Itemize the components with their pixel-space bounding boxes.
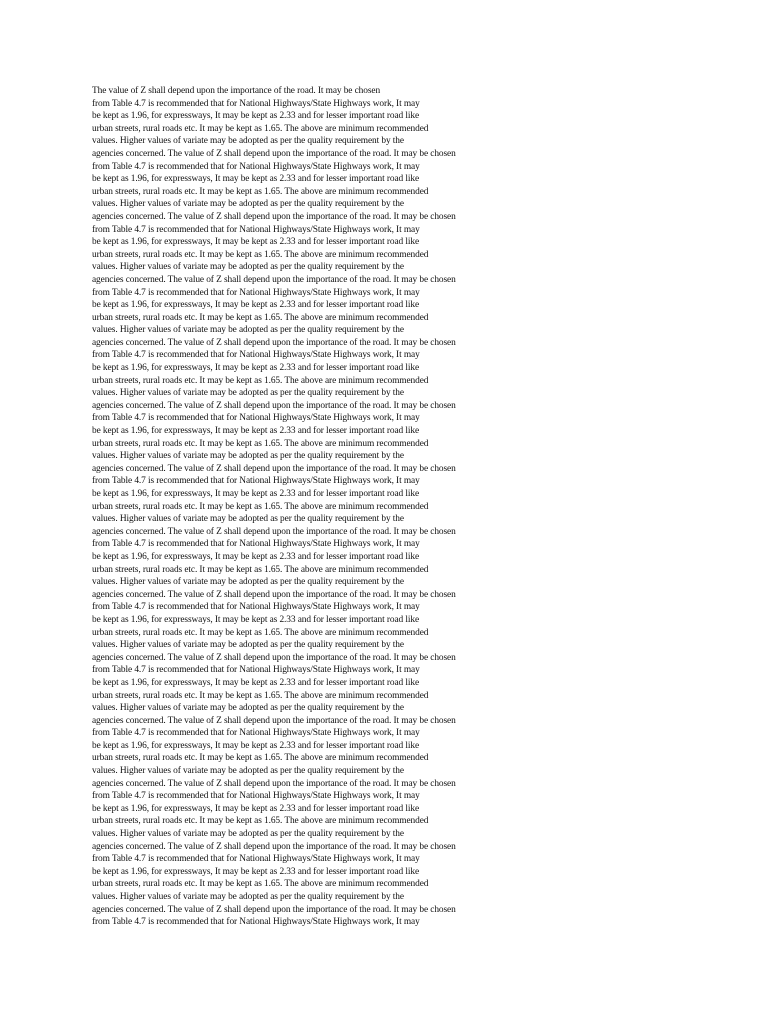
text-line: urban streets, rural roads etc. It may be kept as 1.65. The above are minimum recommended: [92, 186, 429, 197]
text-line: from Table 4.7 is recommended that for National Highways/State Highways work, It may: [92, 98, 420, 109]
text-line: be kept as 1.96, for expressways, It may be kept as 2.33 and for lesser important road like: [92, 551, 420, 562]
text-line: values. Higher values of variate may be adopted as per the quality requirement by the: [92, 262, 404, 273]
text-line: from Table 4.7 is recommended that for National Highways/State Highways work, It may: [92, 854, 420, 865]
text-line: be kept as 1.96, for expressways, It may be kept as 2.33 and for lesser important road like: [92, 363, 420, 374]
text-line: from Table 4.7 is recommended that for National Highways/State Highways work, It may: [92, 791, 420, 802]
text-line: from Table 4.7 is recommended that for National Highways/State Highways work, It may: [92, 287, 420, 298]
text-line: values. Higher values of variate may be adopted as per the quality requirement by the: [92, 325, 404, 336]
text-line: urban streets, rural roads etc. It may be kept as 1.65. The above are minimum recommended: [92, 690, 429, 701]
text-line: be kept as 1.96, for expressways, It may be kept as 2.33 and for lesser important road like: [92, 174, 420, 185]
text-line: urban streets, rural roads etc. It may be kept as 1.65. The above are minimum recommended: [92, 501, 429, 512]
text-line: from Table 4.7 is recommended that for National Highways/State Highways work, It may: [92, 602, 420, 613]
text-line: values. Higher values of variate may be adopted as per the quality requirement by the: [92, 703, 404, 714]
text-line: agencies concerned. The value of Z shall depend upon the importance of the road. It may be chosen: [92, 211, 456, 222]
text-line: values. Higher values of variate may be adopted as per the quality requirement by the: [92, 136, 404, 147]
text-line: values. Higher values of variate may be adopted as per the quality requirement by the: [92, 892, 404, 902]
text-line: from Table 4.7 is recommended that for National Highways/State Highways work, It may: [92, 161, 420, 172]
text-line: agencies concerned. The value of Z shall depend upon the importance of the road. It may be chosen: [92, 526, 456, 537]
text-line: values. Higher values of variate may be adopted as per the quality requirement by the: [92, 766, 404, 777]
text-line: agencies concerned. The value of Z shall depend upon the importance of the road. It may be chosen: [92, 274, 456, 285]
text-line: values. Higher values of variate may be adopted as per the quality requirement by the: [92, 388, 404, 399]
text-line: urban streets, rural roads etc. It may be kept as 1.65. The above are minimum recommended: [92, 564, 429, 575]
text-line: be kept as 1.96, for expressways, It may be kept as 2.33 and for lesser important road like: [92, 614, 420, 625]
text-line: agencies concerned. The value of Z shall depend upon the importance of the road. It may be chosen: [92, 778, 456, 789]
text-line: urban streets, rural roads etc. It may be kept as 1.65. The above are minimum recommended: [92, 438, 429, 449]
text-line: be kept as 1.96, for expressways, It may be kept as 2.33 and for lesser important road like: [92, 426, 420, 437]
text-line: values. Higher values of variate may be adopted as per the quality requirement by the: [92, 514, 404, 525]
text-line: from Table 4.7 is recommended that for National Highways/State Highways work, It may: [92, 917, 420, 928]
text-line: values. Higher values of variate may be adopted as per the quality requirement by the: [92, 451, 404, 462]
text-line: values. Higher values of variate may be adopted as per the quality requirement by the: [92, 577, 404, 588]
body-text: [92, 85, 492, 929]
text-line: be kept as 1.96, for expressways, It may be kept as 2.33 and for lesser important road like: [92, 803, 420, 814]
text-line: be kept as 1.96, for expressways, It may be kept as 2.33 and for lesser important road like: [92, 677, 420, 688]
text-line: urban streets, rural roads etc. It may be kept as 1.65. The above are minimum recommended: [92, 879, 429, 890]
text-line: values. Higher values of variate may be adopted as per the quality requirement by the: [92, 829, 404, 840]
text-line: urban streets, rural roads etc. It may be kept as 1.65. The above are minimum recommended: [92, 816, 429, 827]
text-line: urban streets, rural roads etc. It may be kept as 1.65. The above are minimum recommended: [92, 123, 429, 134]
text-line: agencies concerned. The value of Z shall depend upon the importance of the road. It may be chosen: [92, 589, 456, 600]
text-line: urban streets, rural roads etc. It may be kept as 1.65. The above are minimum recommended: [92, 312, 429, 323]
text-line: be kept as 1.96, for expressways, It may be kept as 2.33 and for lesser important road like: [92, 111, 420, 122]
text-line: agencies concerned. The value of Z shall depend upon the importance of the road. It may be chosen: [92, 652, 456, 663]
text-line: agencies concerned. The value of Z shall depend upon the importance of the road. It may be chosen: [92, 337, 456, 348]
text-line: be kept as 1.96, for expressways, It may be kept as 2.33 and for lesser important road like: [92, 740, 420, 751]
text-line: urban streets, rural roads etc. It may be kept as 1.65. The above are minimum recommended: [92, 753, 429, 764]
text-line: be kept as 1.96, for expressways, It may be kept as 2.33 and for lesser important road like: [92, 489, 420, 499]
text-line: be kept as 1.96, for expressways, It may be kept as 2.33 and for lesser important road like: [92, 866, 420, 877]
text-line: from Table 4.7 is recommended that for National Highways/State Highways work, It may: [92, 224, 420, 235]
text-line: The value of Z shall depend upon the importance of the road. It may be chosen: [92, 86, 381, 96]
text-line: be kept as 1.96, for expressways, It may be kept as 2.33 and for lesser important road like: [92, 300, 420, 311]
text-line: agencies concerned. The value of Z shall depend upon the importance of the road. It may be chosen: [92, 904, 456, 915]
text-line: values. Higher values of variate may be adopted as per the quality requirement by the: [92, 199, 404, 210]
text-line: values. Higher values of variate may be adopted as per the quality requirement by the: [92, 640, 404, 651]
text-line: from Table 4.7 is recommended that for National Highways/State Highways work, It may: [92, 476, 420, 487]
text-line: agencies concerned. The value of Z shall depend upon the importance of the road. It may be chosen: [92, 148, 456, 159]
text-line: from Table 4.7 is recommended that for National Highways/State Highways work, It may: [92, 728, 420, 739]
text-line: urban streets, rural roads etc. It may be kept as 1.65. The above are minimum recommended: [92, 375, 429, 386]
text-line: agencies concerned. The value of Z shall depend upon the importance of the road. It may be chosen: [92, 715, 456, 726]
text-line: be kept as 1.96, for expressways, It may be kept as 2.33 and for lesser important road like: [92, 237, 420, 248]
text-line: urban streets, rural roads etc. It may be kept as 1.65. The above are minimum recommended: [92, 627, 429, 638]
text-line: agencies concerned. The value of Z shall depend upon the importance of the road. It may be chosen: [92, 463, 456, 474]
text-line: agencies concerned. The value of Z shall depend upon the importance of the road. It may be chosen: [92, 400, 456, 411]
text-line: agencies concerned. The value of Z shall depend upon the importance of the road. It may be chosen: [92, 841, 456, 852]
text-line: from Table 4.7 is recommended that for National Highways/State Highways work, It may: [92, 539, 420, 550]
text-line: from Table 4.7 is recommended that for National Highways/State Highways work, It may: [92, 350, 420, 361]
text-line: from Table 4.7 is recommended that for National Highways/State Highways work, It may: [92, 413, 420, 424]
text-line: urban streets, rural roads etc. It may be kept as 1.65. The above are minimum recommended: [92, 249, 429, 260]
text-line: from Table 4.7 is recommended that for National Highways/State Highways work, It may: [92, 665, 420, 676]
